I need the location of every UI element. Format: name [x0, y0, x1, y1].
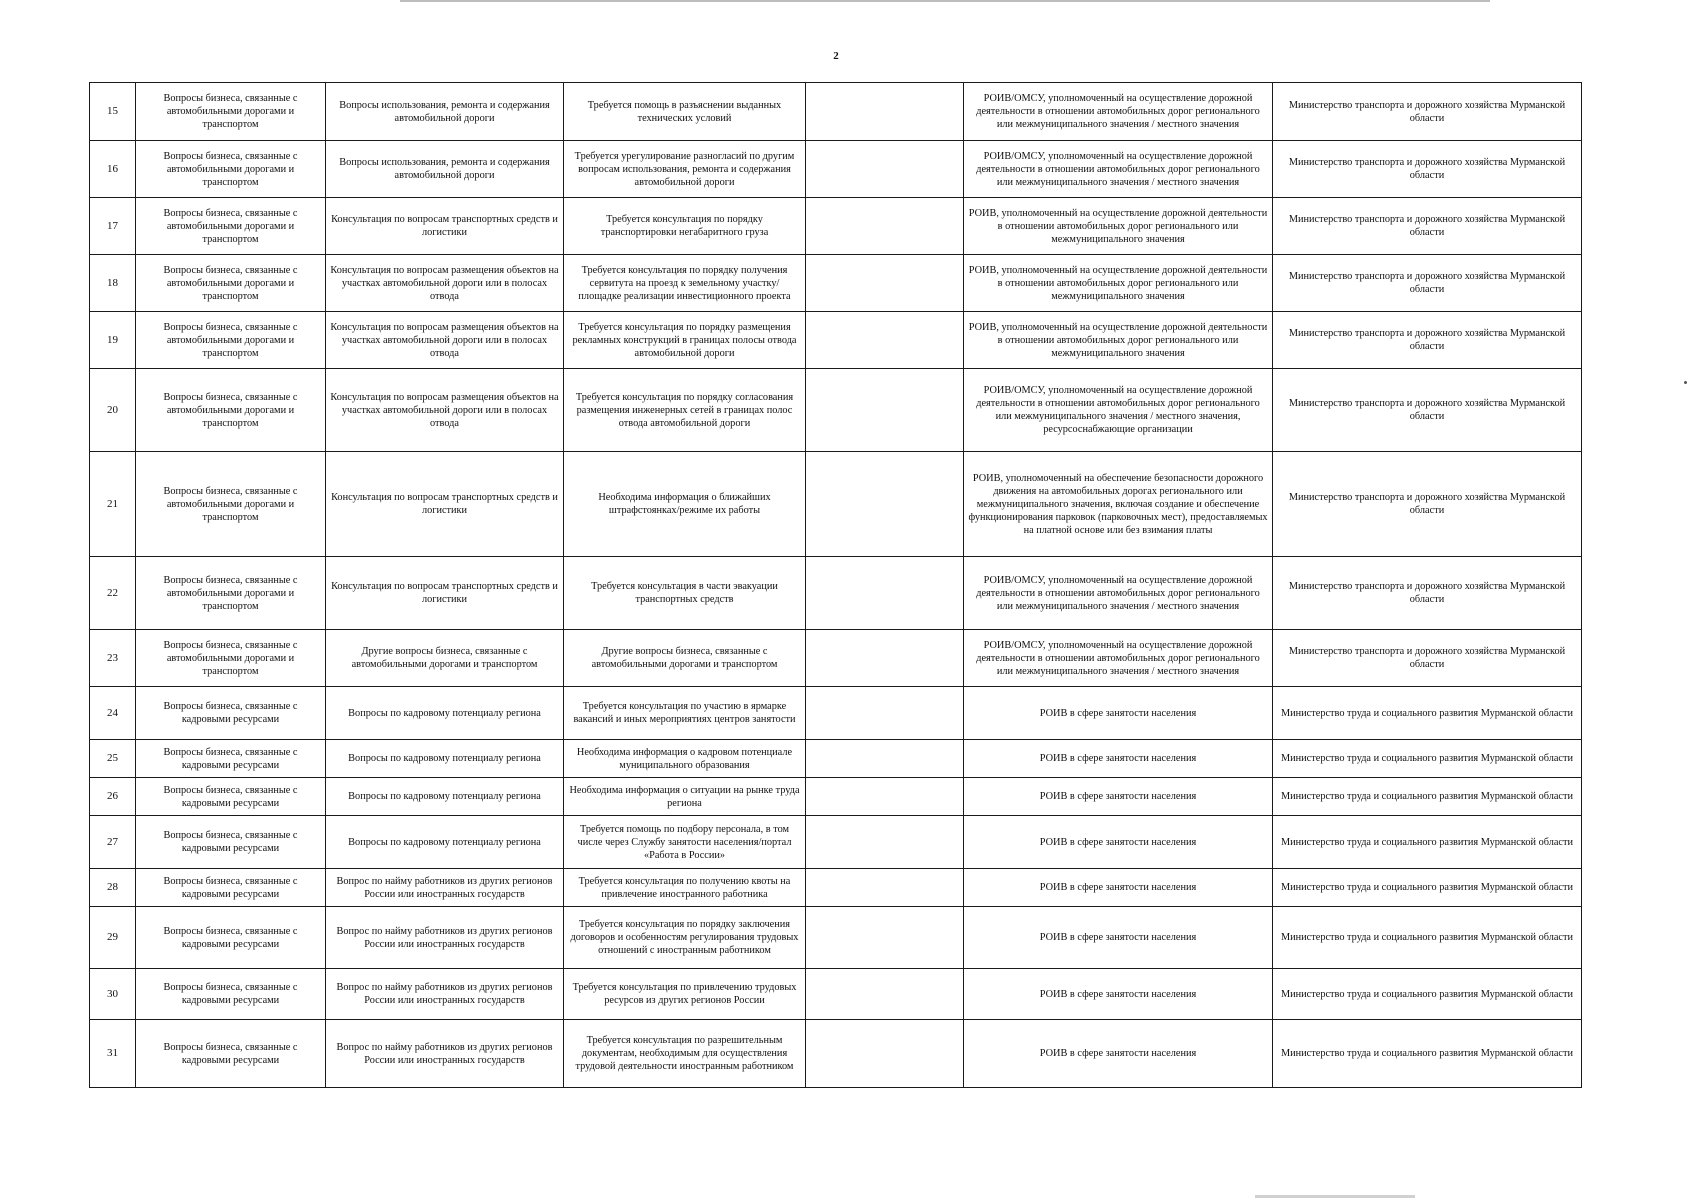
topic-cell: Вопросы бизнеса, связанные с кадровыми ресурсами: [136, 869, 326, 907]
authority-cell: РОИВ, уполномоченный на осуществление дорожной деятельности в отношении автомобильных дорог регионального или межмуниципального значения: [964, 198, 1273, 255]
subtopic-cell: Вопросы использования, ремонта и содержания автомобильной дороги: [326, 83, 564, 141]
authority-cell: РОИВ в сфере занятости населения: [964, 869, 1273, 907]
topic-cell: Вопросы бизнеса, связанные с кадровыми ресурсами: [136, 687, 326, 740]
subtopic-cell: Вопросы по кадровому потенциалу региона: [326, 778, 564, 816]
ministry-cell: Министерство труда и социального развития Мурманской области: [1273, 869, 1582, 907]
empty-cell: [806, 369, 964, 452]
table-row: [90, 198, 1582, 255]
topic-cell: Вопросы бизнеса, связанные с автомобильными дорогами и транспортом: [136, 369, 326, 452]
row-number: 25: [90, 740, 136, 778]
subtopic-cell: Консультация по вопросам размещения объектов на участках автомобильной дороги или в полосах отвода: [326, 255, 564, 312]
row-number: 26: [90, 778, 136, 816]
table-row: [90, 687, 1582, 740]
table-row: [90, 740, 1582, 778]
row-number: 23: [90, 630, 136, 687]
ministry-cell: Министерство труда и социального развития Мурманской области: [1273, 687, 1582, 740]
empty-cell: [806, 312, 964, 369]
table-row: [90, 630, 1582, 687]
row-number: 24: [90, 687, 136, 740]
table-row: [90, 557, 1582, 630]
empty-cell: [806, 83, 964, 141]
row-number: 17: [90, 198, 136, 255]
ministry-cell: Министерство труда и социального развития Мурманской области: [1273, 969, 1582, 1020]
subtopic-cell: Консультация по вопросам транспортных средств и логистики: [326, 198, 564, 255]
row-number: 31: [90, 1020, 136, 1088]
table-row: [90, 255, 1582, 312]
row-number: 29: [90, 907, 136, 969]
requests-table: [89, 82, 1582, 1088]
request-cell: Необходима информация о ситуации на рынке труда региона: [564, 778, 806, 816]
ministry-cell: Министерство транспорта и дорожного хозяйства Мурманской области: [1273, 312, 1582, 369]
request-cell: Другие вопросы бизнеса, связанные с автомобильными дорогами и транспортом: [564, 630, 806, 687]
request-cell: Требуется помощь по подбору персонала, в том числе через Службу занятости населения/портал «Работа в России»: [564, 816, 806, 869]
request-cell: Требуется помощь в разъяснении выданных технических условий: [564, 83, 806, 141]
authority-cell: РОИВ, уполномоченный на обеспечение безопасности дорожного движения на автомобильных дорогах регионального или межмуниципального значения, включая создание и обеспечение функционирования парковок (парковочных мест), предоставляемых на платной основе или без взимания платы: [964, 452, 1273, 557]
row-number: 28: [90, 869, 136, 907]
topic-cell: Вопросы бизнеса, связанные с автомобильными дорогами и транспортом: [136, 83, 326, 141]
table-row: [90, 869, 1582, 907]
subtopic-cell: Вопросы по кадровому потенциалу региона: [326, 687, 564, 740]
subtopic-cell: Вопросы использования, ремонта и содержания автомобильной дороги: [326, 141, 564, 198]
empty-cell: [806, 907, 964, 969]
authority-cell: РОИВ, уполномоченный на осуществление дорожной деятельности в отношении автомобильных дорог регионального или межмуниципального значения: [964, 312, 1273, 369]
ministry-cell: Министерство транспорта и дорожного хозяйства Мурманской области: [1273, 255, 1582, 312]
row-number: 21: [90, 452, 136, 557]
table-row: [90, 369, 1582, 452]
row-number: 27: [90, 816, 136, 869]
table-row: [90, 816, 1582, 869]
table-row: [90, 1020, 1582, 1088]
topic-cell: Вопросы бизнеса, связанные с кадровыми ресурсами: [136, 816, 326, 869]
empty-cell: [806, 687, 964, 740]
request-cell: Требуется консультация по порядку заключения договоров и особенностям регулирования трудовых отношений с иностранным работником: [564, 907, 806, 969]
topic-cell: Вопросы бизнеса, связанные с автомобильными дорогами и транспортом: [136, 312, 326, 369]
ministry-cell: Министерство труда и социального развития Мурманской области: [1273, 907, 1582, 969]
authority-cell: РОИВ/ОМСУ, уполномоченный на осуществление дорожной деятельности в отношении автомобильных дорог регионального или межмуниципального значения / местного значения: [964, 557, 1273, 630]
ministry-cell: Министерство транспорта и дорожного хозяйства Мурманской области: [1273, 452, 1582, 557]
row-number: 19: [90, 312, 136, 369]
ministry-cell: Министерство транспорта и дорожного хозяйства Мурманской области: [1273, 630, 1582, 687]
scan-dot: [1684, 381, 1687, 384]
ministry-cell: Министерство труда и социального развития Мурманской области: [1273, 740, 1582, 778]
topic-cell: Вопросы бизнеса, связанные с кадровыми ресурсами: [136, 778, 326, 816]
row-number: 30: [90, 969, 136, 1020]
row-number: 18: [90, 255, 136, 312]
row-number: 22: [90, 557, 136, 630]
request-cell: Требуется консультация по порядку согласования размещения инженерных сетей в границах полос отвода автомобильной дороги: [564, 369, 806, 452]
request-cell: Требуется урегулирование разногласий по другим вопросам использования, ремонта и содержания автомобильной дороги: [564, 141, 806, 198]
topic-cell: Вопросы бизнеса, связанные с автомобильными дорогами и транспортом: [136, 452, 326, 557]
table-row: [90, 452, 1582, 557]
topic-cell: Вопросы бизнеса, связанные с кадровыми ресурсами: [136, 907, 326, 969]
ministry-cell: Министерство труда и социального развития Мурманской области: [1273, 778, 1582, 816]
subtopic-cell: Вопрос по найму работников из других регионов России или иностранных государств: [326, 869, 564, 907]
authority-cell: РОИВ/ОМСУ, уполномоченный на осуществление дорожной деятельности в отношении автомобильных дорог регионального или межмуниципального значения / местного значения, ресурсоснабжающие организации: [964, 369, 1273, 452]
empty-cell: [806, 869, 964, 907]
table-row: [90, 907, 1582, 969]
subtopic-cell: Вопросы по кадровому потенциалу региона: [326, 816, 564, 869]
request-cell: Требуется консультация по порядку размещения рекламных конструкций в границах полосы отвода автомобильной дороги: [564, 312, 806, 369]
authority-cell: РОИВ в сфере занятости населения: [964, 816, 1273, 869]
empty-cell: [806, 740, 964, 778]
topic-cell: Вопросы бизнеса, связанные с автомобильными дорогами и транспортом: [136, 198, 326, 255]
subtopic-cell: Вопрос по найму работников из других регионов России или иностранных государств: [326, 907, 564, 969]
authority-cell: РОИВ в сфере занятости населения: [964, 907, 1273, 969]
requests-table-body: [90, 83, 1582, 1088]
subtopic-cell: Вопрос по найму работников из других регионов России или иностранных государств: [326, 1020, 564, 1088]
empty-cell: [806, 816, 964, 869]
row-number: 16: [90, 141, 136, 198]
table-row: [90, 312, 1582, 369]
request-cell: Требуется консультация по порядку транспортировки негабаритного груза: [564, 198, 806, 255]
authority-cell: РОИВ в сфере занятости населения: [964, 778, 1273, 816]
request-cell: Требуется консультация по участию в ярмарке вакансий и иных мероприятиях центров занятости: [564, 687, 806, 740]
topic-cell: Вопросы бизнеса, связанные с кадровыми ресурсами: [136, 1020, 326, 1088]
empty-cell: [806, 452, 964, 557]
subtopic-cell: Консультация по вопросам транспортных средств и логистики: [326, 452, 564, 557]
empty-cell: [806, 969, 964, 1020]
ministry-cell: Министерство труда и социального развития Мурманской области: [1273, 1020, 1582, 1088]
request-cell: Необходима информация о кадровом потенциале муниципального образования: [564, 740, 806, 778]
authority-cell: РОИВ в сфере занятости населения: [964, 687, 1273, 740]
ministry-cell: Министерство транспорта и дорожного хозяйства Мурманской области: [1273, 83, 1582, 141]
ministry-cell: Министерство транспорта и дорожного хозяйства Мурманской области: [1273, 557, 1582, 630]
topic-cell: Вопросы бизнеса, связанные с автомобильными дорогами и транспортом: [136, 141, 326, 198]
ministry-cell: Министерство транспорта и дорожного хозяйства Мурманской области: [1273, 198, 1582, 255]
table-row: [90, 141, 1582, 198]
authority-cell: РОИВ, уполномоченный на осуществление дорожной деятельности в отношении автомобильных дорог регионального или межмуниципального значения: [964, 255, 1273, 312]
table-row: [90, 83, 1582, 141]
subtopic-cell: Консультация по вопросам размещения объектов на участках автомобильной дороги или в полосах отвода: [326, 369, 564, 452]
ministry-cell: Министерство транспорта и дорожного хозяйства Мурманской области: [1273, 141, 1582, 198]
request-cell: Требуется консультация по разрешительным документам, необходимым для осуществления трудовой деятельности иностранным работником: [564, 1020, 806, 1088]
scan-bottom-smudge: [1255, 1195, 1415, 1198]
authority-cell: РОИВ/ОМСУ, уполномоченный на осуществление дорожной деятельности в отношении автомобильных дорог регионального или межмуниципального значения / местного значения: [964, 630, 1273, 687]
row-number: 20: [90, 369, 136, 452]
subtopic-cell: Вопросы по кадровому потенциалу региона: [326, 740, 564, 778]
request-cell: Требуется консультация по порядку получения сервитута на проезд к земельному участку/ площадке реализации инвестиционного проекта: [564, 255, 806, 312]
topic-cell: Вопросы бизнеса, связанные с автомобильными дорогами и транспортом: [136, 255, 326, 312]
topic-cell: Вопросы бизнеса, связанные с автомобильными дорогами и транспортом: [136, 630, 326, 687]
page-number: 2: [833, 50, 839, 62]
subtopic-cell: Консультация по вопросам размещения объектов на участках автомобильной дороги или в полосах отвода: [326, 312, 564, 369]
table-row: [90, 778, 1582, 816]
subtopic-cell: Вопрос по найму работников из других регионов России или иностранных государств: [326, 969, 564, 1020]
empty-cell: [806, 778, 964, 816]
topic-cell: Вопросы бизнеса, связанные с кадровыми ресурсами: [136, 969, 326, 1020]
authority-cell: РОИВ в сфере занятости населения: [964, 1020, 1273, 1088]
authority-cell: РОИВ в сфере занятости населения: [964, 969, 1273, 1020]
authority-cell: РОИВ в сфере занятости населения: [964, 740, 1273, 778]
empty-cell: [806, 1020, 964, 1088]
scan-top-rule: [400, 0, 1490, 2]
request-cell: Требуется консультация по привлечению трудовых ресурсов из других регионов России: [564, 969, 806, 1020]
table-row: [90, 969, 1582, 1020]
request-cell: Требуется консультация в части эвакуации транспортных средств: [564, 557, 806, 630]
request-cell: Необходима информация о ближайших штрафстоянках/режиме их работы: [564, 452, 806, 557]
ministry-cell: Министерство труда и социального развития Мурманской области: [1273, 816, 1582, 869]
row-number: 15: [90, 83, 136, 141]
ministry-cell: Министерство транспорта и дорожного хозяйства Мурманской области: [1273, 369, 1582, 452]
empty-cell: [806, 557, 964, 630]
empty-cell: [806, 141, 964, 198]
empty-cell: [806, 255, 964, 312]
request-cell: Требуется консультация по получению квоты на привлечение иностранного работника: [564, 869, 806, 907]
topic-cell: Вопросы бизнеса, связанные с кадровыми ресурсами: [136, 740, 326, 778]
subtopic-cell: Другие вопросы бизнеса, связанные с автомобильными дорогами и транспортом: [326, 630, 564, 687]
empty-cell: [806, 198, 964, 255]
subtopic-cell: Консультация по вопросам транспортных средств и логистики: [326, 557, 564, 630]
topic-cell: Вопросы бизнеса, связанные с автомобильными дорогами и транспортом: [136, 557, 326, 630]
authority-cell: РОИВ/ОМСУ, уполномоченный на осуществление дорожной деятельности в отношении автомобильных дорог регионального или межмуниципального значения / местного значения: [964, 141, 1273, 198]
authority-cell: РОИВ/ОМСУ, уполномоченный на осуществление дорожной деятельности в отношении автомобильных дорог регионального или межмуниципального значения / местного значения: [964, 83, 1273, 141]
empty-cell: [806, 630, 964, 687]
